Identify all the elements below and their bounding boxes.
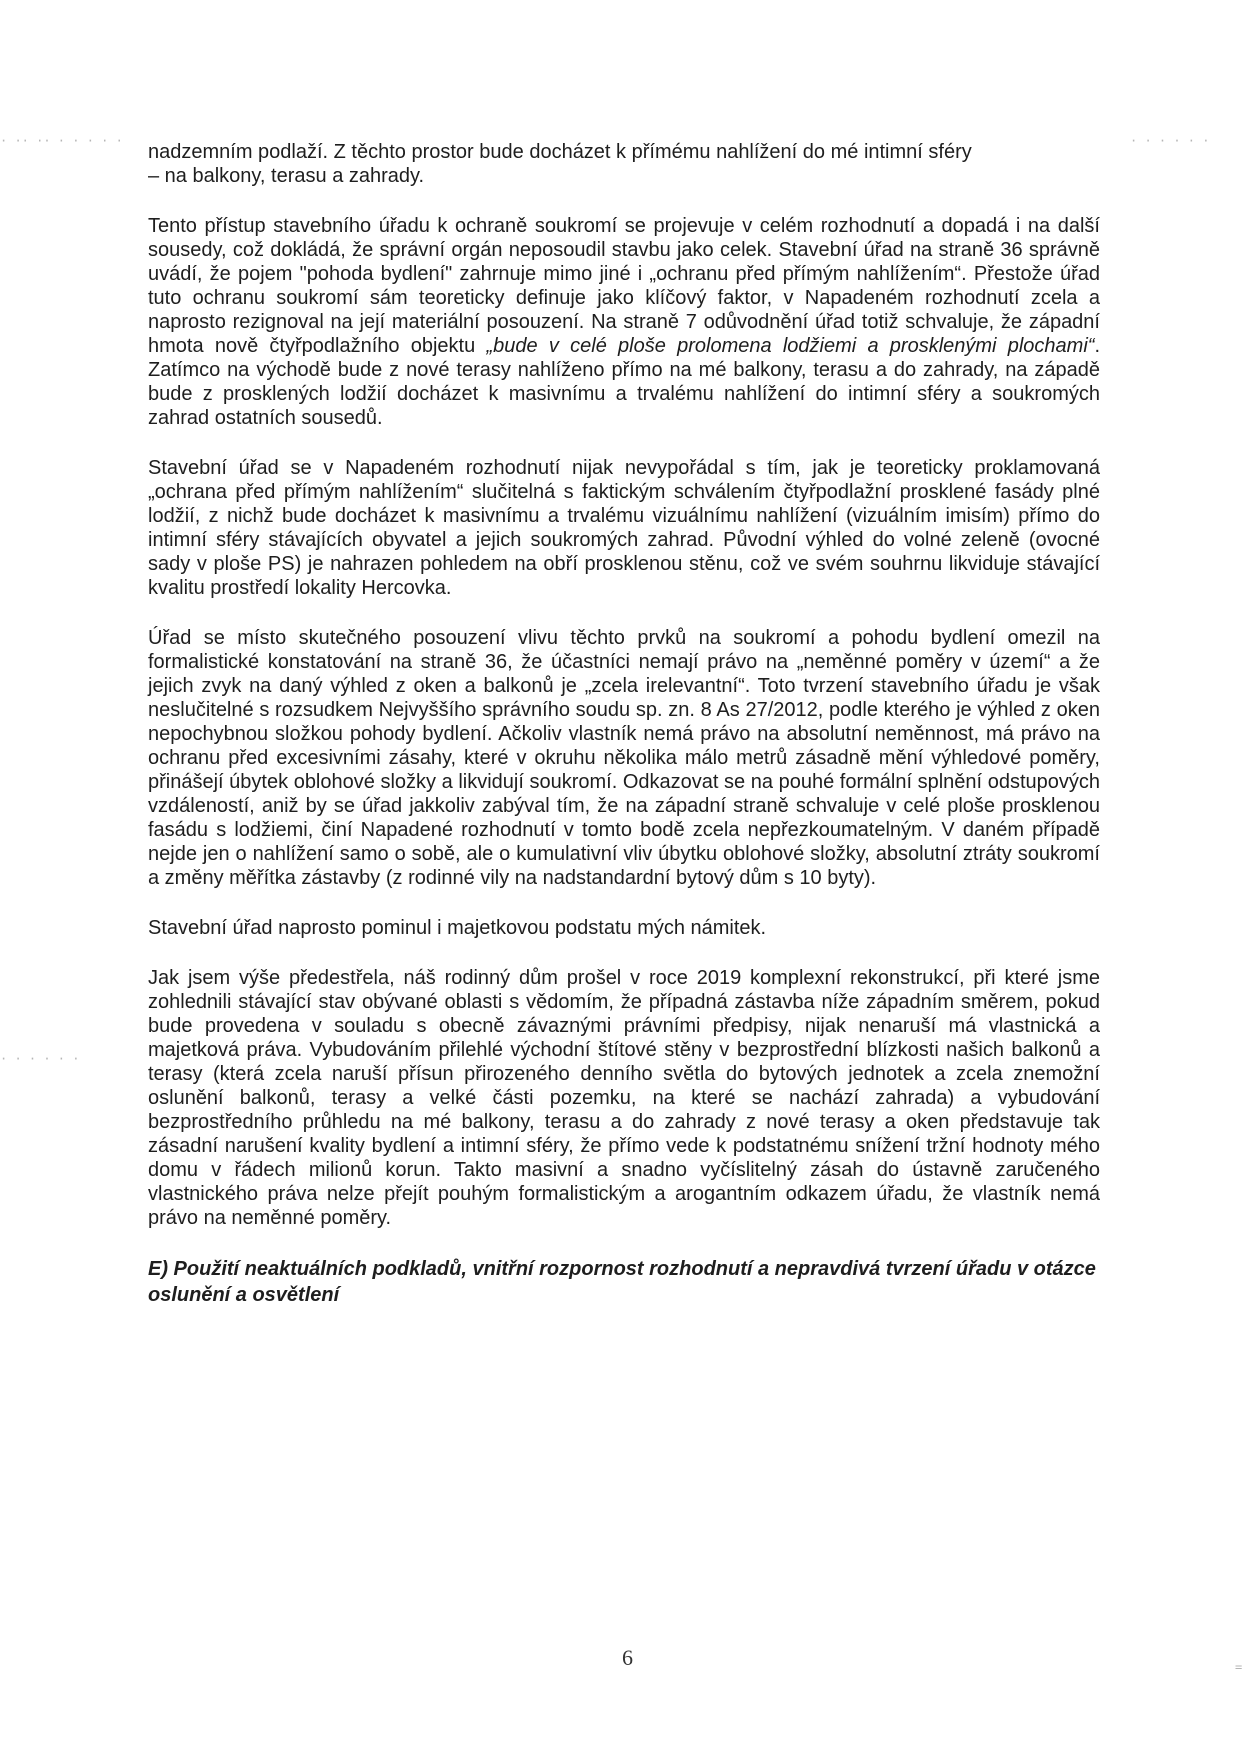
- paragraph-text: Tento přístup stavebního úřadu k ochraně soukromí se projevuje v celém rozhodnutí a dopadá i na další sousedy, což dokládá, že správní orgán neposoudil stavbu jako celek. Stavební úřad na straně 36 správně uvádí, že pojem "pohoda bydlení" zahrnuje mimo jiné i „ochranu před přímým nahlížením“. Přestože úřad tuto ochranu soukromí sám teoreticky definuje jako klíčový faktor, v Napadeném rozhodnutí zcela a naprosto rezignoval na její materiální posouzení. Na straně 7 odůvodnění úřad totiž schvaluje, že západní hmota nově čtyřpodlažního objektu: [148, 215, 1100, 357]
- paragraph-property-basis: Stavební úřad naprosto pominul i majetkovou podstatu mých námitek.: [148, 917, 767, 939]
- document-page: [148, 140, 1100, 1308]
- paragraph-text-tail: . Zatímco na východě bude z nové terasy nahlíženo přímo na mé balkony, terasu a do zahrady, na západě bude z prosklených lodžií docházet k masivnímu a trvalému nahlížení do intimní sféry a soukromých zahrad ostatních sousedů.: [148, 335, 1101, 429]
- scan-artifact-right-top: · · · · · ·: [1130, 134, 1210, 148]
- paragraph-quote: „bude v celé ploše prolomena lodžiemi a prosklenými plochami“: [486, 335, 1095, 357]
- paragraph-glass-facade: Stavební úřad se v Napadeném rozhodnutí nijak nevypořádal s tím, jak je teoreticky proklamovaná „ochrana před přímým nahlížením“ slučitelná s faktickým schválením čtyřpodlažní prosklené fasády plné lodžií, z nichž bude docházet k masivnímu a trvalému vizuálnímu nahlížení (vizuálním imisím) přímo do intimní sféry stávajících obyvatel a jejich soukromých zahrad. Původní výhled do volné zeleně (ovocné sady v ploše PS) je nahrazen pohledem na obří prosklenou stěnu, což ve svém souhrnu likviduje stávající kvalitu prostředí lokality Hercovka.: [148, 457, 1100, 599]
- scan-artifact-left-mid: · · · · · ·: [0, 1052, 80, 1066]
- section-heading-e: E) Použití neaktuálních podkladů, vnitřní rozpornost rozhodnutí a nepravdivá tvrzení úřadu v otázce oslunění a osvětlení: [148, 1258, 1096, 1306]
- scan-artifact-right-edge: =: [1235, 1660, 1243, 1674]
- paragraph-privacy-approach: [148, 214, 1100, 430]
- page-number: 6: [622, 1645, 633, 1670]
- paragraph-formalistic-statement: Úřad se místo skutečného posouzení vlivu těchto prvků na soukromí a pohodu bydlení omezil na formalistické konstatování na straně 36, že účastníci nemají právo na „neměnné poměry v území“ a že jejich zvyk na daný výhled z oken a balkonů je „zcela irelevantní“. Toto tvrzení stavebního úřadu je však neslučitelné s rozsudkem Nejvyššího správního soudu sp. zn. 8 As 27/2012, podle kterého je výhled z oken nepochybnou složkou pohody bydlení. Ačkoliv vlastník nemá právo na absolutní neměnnost, má právo na ochranu před excesivními zásahy, které v okruhu několika málo metrů zásadně mění výhledové poměry, přinášejí úbytek oblohové složky a likvidují soukromí. Odkazovat se na pouhé formální splnění odstupových vzdáleností, aniž by se úřad jakkoliv zabýval tím, že na západní straně schvaluje v celé ploše prosklenou fasádu s lodžiemi, činí Napadené rozhodnutí v tomto bodě zcela nepřezkoumatelným. V daném případě nejde jen o nahlížení samo o sobě, ale o kumulativní vliv úbytku oblohové složky, absolutní ztráty soukromí a změny měřítka zástavby (z rodinné vily na nadstandardní bytový dům s 10 byty).: [148, 627, 1100, 889]
- scan-artifact-left-top: · ·· ·· · · · · ·: [0, 134, 123, 148]
- continuation-line-1: nadzemním podlaží. Z těchto prostor bude docházet k přímému nahlížení do mé intimní sféry: [148, 141, 972, 163]
- paragraph-house-reconstruction: Jak jsem výše předestřela, náš rodinný dům prošel v roce 2019 komplexní rekonstrukcí, při které jsme zohlednili stávající stav obývané oblasti s vědomím, že případná zástavba níže západním směrem, pokud bude provedena v souladu s obecně závaznými právními předpisy, nijak nenaruší má vlastnická a majetková práva. Vybudováním přilehlé východní štítové stěny v bezprostřední blízkosti našich balkonů a terasy (která zcela naruší přísun přirozeného denního světla do bytových jednotek a zcela znemožní oslunění balkonů, terasy a velké části pozemku, na které se nachází zahrada) a vybudování bezprostředního průhledu na mé balkony, terasu a do zahrady z nové terasy a oken představuje tak zásadní narušení kvality bydlení a intimní sféry, že přímo vede k podstatnému snížení tržní hodnoty mého domu v řádech milionů korun. Takto masivní a snadno vyčíslitelný zásah do ústavně zaručeného vlastnického práva nelze přejít pouhým formalistickým a arogantním odkazem úřadu, že vlastník nemá právo na neměnné poměry.: [148, 967, 1100, 1229]
- continuation-line-2: – na balkony, terasu a zahrady.: [148, 165, 425, 187]
- paragraph-continuation: [148, 140, 1100, 188]
